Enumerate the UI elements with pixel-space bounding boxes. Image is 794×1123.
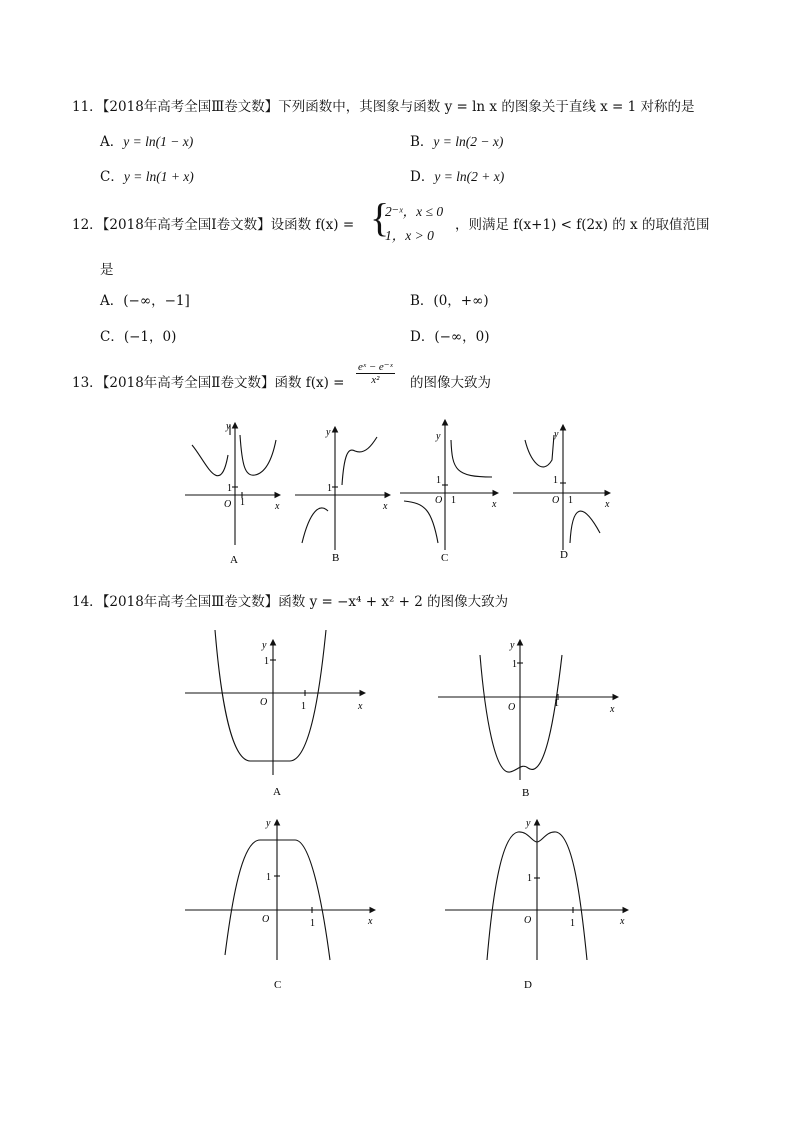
- q14-graph-b: [438, 640, 618, 780]
- q14-b-origin: O: [508, 702, 516, 713]
- q14-a-axis-y: y: [262, 640, 267, 651]
- q14-graph-c: [185, 820, 375, 960]
- q13-stem-post: 的图像大致为: [410, 375, 491, 391]
- q14-a-tick-x: 1: [301, 701, 306, 712]
- q11-option-b: B．y = ln(2 − x): [410, 134, 504, 150]
- q11-stem: 11．【2018年高考全国Ⅲ卷文数】下列函数中，其图象与函数 y = ln x 的图象关于直线 x = 1 对称的是: [72, 99, 695, 115]
- q14-stem: 14．【2018年高考全国Ⅲ卷文数】函数 y = −x⁴ + x² + 2 的图像大致为: [72, 594, 509, 610]
- q13-d-axis-x: x: [605, 499, 610, 510]
- q13-graphs: [180, 415, 620, 575]
- q12-stem-cont: 是: [100, 262, 114, 278]
- q14-d-axis-y: y: [526, 818, 531, 829]
- q14-c-axis-x: x: [368, 916, 373, 927]
- q12-option-a: A．(−∞，−1]: [100, 293, 190, 309]
- q13-d-tick-x: 1: [568, 495, 573, 506]
- q14-a-axis-x: x: [358, 701, 363, 712]
- q13-graph-c: [400, 420, 498, 550]
- q12-stem-pre: 12．【2018年高考全国Ⅰ卷文数】设函数 f(x) =: [72, 217, 355, 233]
- q13-b-tick-y: 1: [327, 483, 332, 494]
- q12-stem-post: ，则满足 f(x+1) < f(2x) 的 x 的取值范围: [455, 217, 710, 233]
- q13-label-b: B: [332, 552, 340, 564]
- q13-a-origin: O: [224, 499, 232, 510]
- q12-brace: {: [370, 195, 390, 240]
- q13-fraction: [356, 360, 395, 386]
- q13-graph-d: [513, 425, 610, 550]
- q14-c-tick-y: 1: [266, 872, 271, 883]
- q14-b-axis-y: y: [510, 640, 515, 651]
- q13-b-axis-x: x: [383, 501, 388, 512]
- q13-d-tick-y: 1: [553, 475, 558, 486]
- q11-option-c: C．y = ln(1 + x): [100, 169, 194, 185]
- q13-graph-a: [185, 423, 280, 545]
- q11-option-d: D．y = ln(2 + x): [410, 169, 505, 185]
- q14-d-origin: O: [524, 915, 532, 926]
- q13-frac-num: eˣ − e⁻ˣ: [358, 361, 393, 373]
- q14-graph-a: [185, 630, 365, 775]
- q12-piece-2: 1，x > 0: [385, 228, 434, 243]
- q13-d-origin: O: [552, 495, 560, 506]
- q14-d-axis-x: x: [620, 916, 625, 927]
- q12-option-d: D．(−∞，0): [410, 329, 490, 345]
- q13-a-axis-y: y: [226, 421, 231, 432]
- q13-graph-b: [295, 427, 390, 550]
- q14-c-axis-y: y: [266, 818, 271, 829]
- q13-d-axis-y: y: [554, 429, 559, 440]
- q14-c-origin: O: [262, 914, 270, 925]
- q14-b-axis-x: x: [610, 704, 615, 715]
- q14-a-origin: O: [260, 697, 268, 708]
- q12-piece-1: 2⁻ˣ，x ≤ 0: [385, 204, 444, 219]
- q13-a-axis-x: x: [275, 501, 280, 512]
- q14-a-tick-y: 1: [264, 656, 269, 667]
- q13-c-axis-x: x: [492, 499, 497, 510]
- q12-option-b: B．(0，+∞): [410, 293, 489, 309]
- q14-d-tick-x: 1: [570, 918, 575, 929]
- q13-c-tick-y: 1: [436, 475, 441, 486]
- q14-label-d: D: [524, 979, 532, 991]
- q13-a-tick-x: 1: [240, 497, 245, 508]
- q13-label-a: A: [230, 554, 238, 566]
- q13-b-axis-y: y: [326, 427, 331, 438]
- q14-label-c: C: [274, 979, 282, 991]
- q14-b-tick-y: 1: [512, 659, 517, 670]
- q14-graph-d: [445, 820, 628, 960]
- q14-c-tick-x: 1: [310, 918, 315, 929]
- q12-option-c: C．(−1，0): [100, 329, 177, 345]
- q11-option-a: A．y = ln(1 − x): [100, 134, 194, 150]
- q13-stem-pre: 13．【2018年高考全国Ⅱ卷文数】函数 f(x) =: [72, 375, 345, 391]
- q13-c-tick-x: 1: [451, 495, 456, 506]
- q14-d-tick-y: 1: [527, 873, 532, 884]
- q13-c-origin: O: [435, 495, 443, 506]
- q13-c-axis-y: y: [436, 431, 441, 442]
- q14-label-a: A: [273, 786, 281, 798]
- q13-frac-den: x²: [371, 374, 380, 386]
- q14-graphs: [180, 630, 640, 1000]
- q14-b-tick-x: 1: [554, 698, 559, 709]
- q14-label-b: B: [522, 787, 530, 799]
- q13-a-tick-y: 1: [227, 483, 232, 494]
- q13-label-d: D: [560, 549, 568, 561]
- q13-label-c: C: [441, 552, 449, 564]
